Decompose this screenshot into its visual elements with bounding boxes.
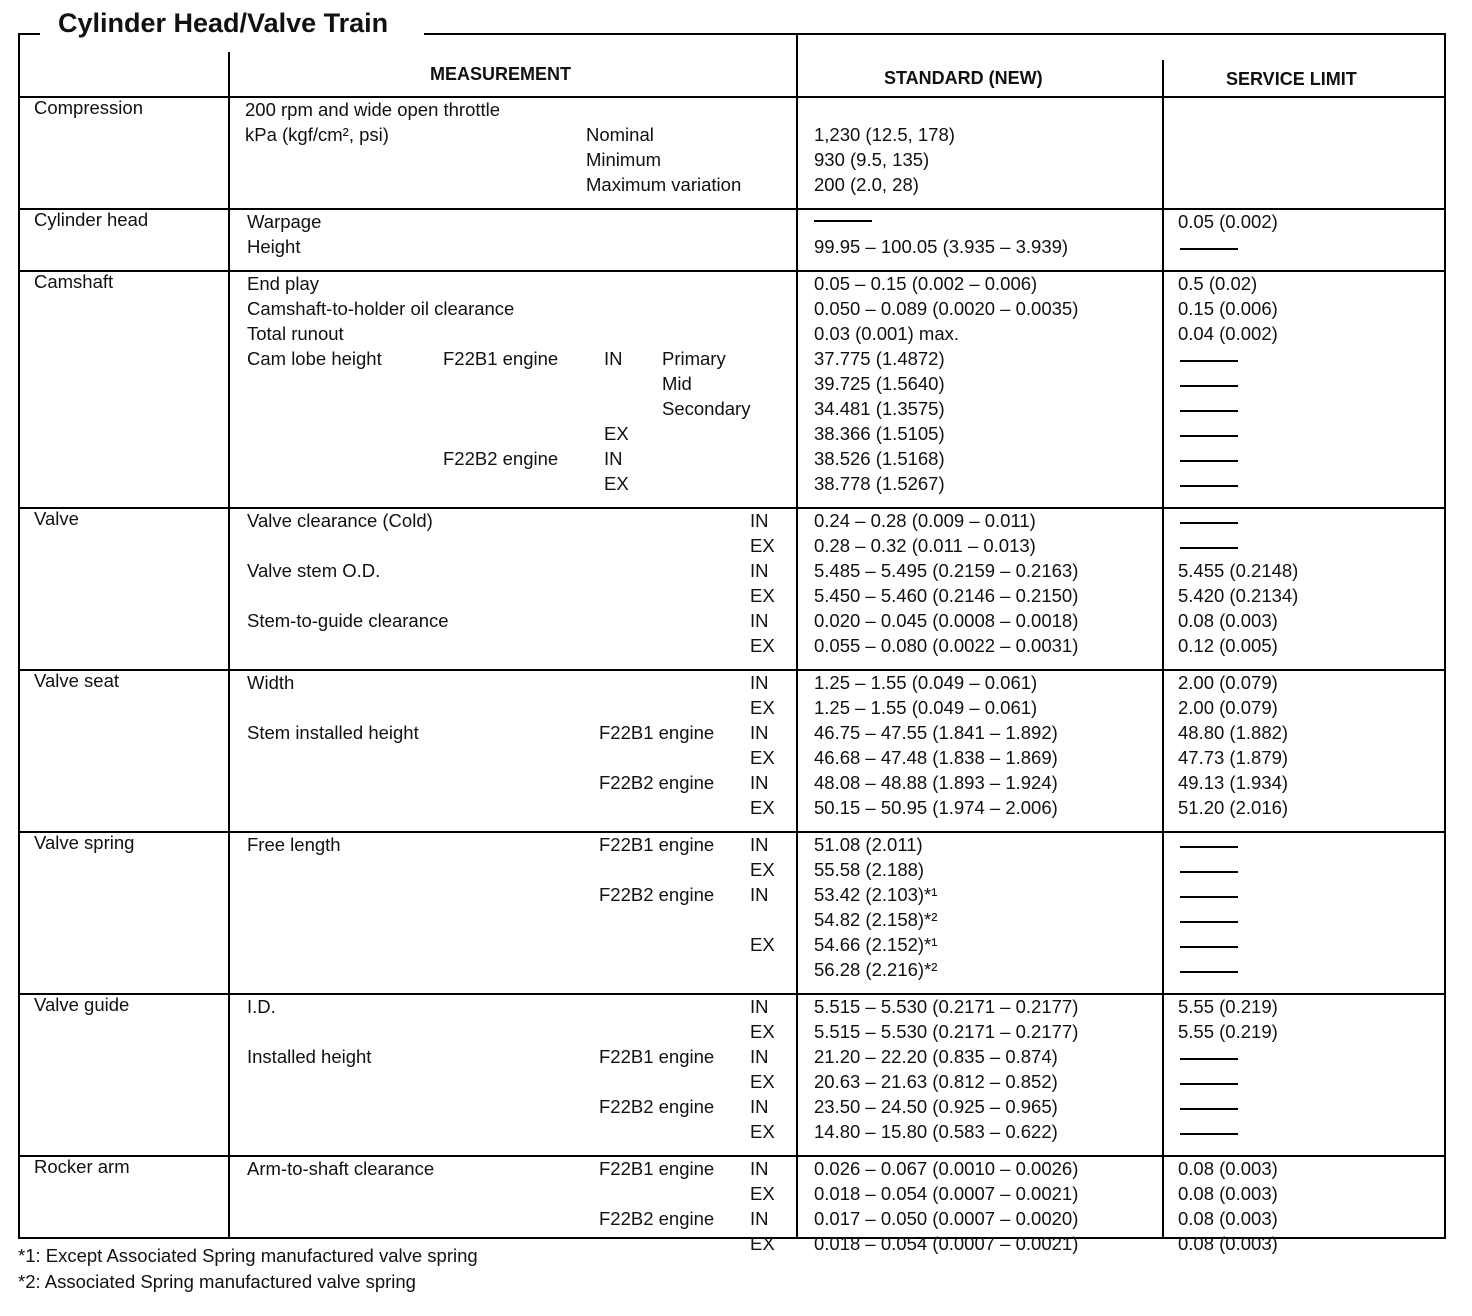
standard-value: 48.08 – 48.88 (1.893 – 1.924) [814, 772, 1058, 793]
service-limit-value: 0.15 (0.006) [1178, 298, 1278, 319]
intake-exhaust-label: IN [750, 1158, 769, 1179]
service-limit-dash [1180, 1133, 1238, 1135]
intake-exhaust-label: EX [750, 1233, 775, 1254]
title-rule-left [18, 33, 40, 35]
service-limit-dash [1180, 1058, 1238, 1060]
service-limit-value: 48.80 (1.882) [1178, 722, 1289, 743]
section-label: Compression [34, 97, 143, 118]
intake-exhaust-label: IN [750, 772, 769, 793]
service-limit-value: 0.08 (0.003) [1178, 1158, 1278, 1179]
service-limit-dash [1180, 971, 1238, 973]
standard-value: 5.450 – 5.460 (0.2146 – 0.2150) [814, 585, 1079, 606]
service-limit-dash [1180, 871, 1238, 873]
intake-exhaust-label: EX [750, 535, 775, 556]
measurement-name: Installed height [247, 1046, 372, 1067]
service-limit-dash [1180, 410, 1238, 412]
standard-value: 54.66 (2.152)*¹ [814, 934, 938, 955]
section-label: Valve [34, 508, 79, 529]
standard-value: 0.24 – 0.28 (0.009 – 0.011) [814, 510, 1036, 531]
measurement-qualifier: Nominal [586, 124, 654, 145]
section-rule [18, 208, 1446, 210]
service-limit-value: 0.08 (0.003) [1178, 610, 1278, 631]
intake-exhaust-label: EX [750, 1121, 775, 1142]
standard-value: 0.03 (0.001) max. [814, 323, 959, 344]
measurement-name: Total runout [247, 323, 344, 344]
standard-value: 50.15 – 50.95 (1.974 – 2.006) [814, 797, 1058, 818]
header-standard: STANDARD (NEW) [884, 68, 1043, 88]
standard-value: 0.28 – 0.32 (0.011 – 0.013) [814, 535, 1036, 556]
header-rule [18, 96, 1446, 98]
service-limit-value: 47.73 (1.879) [1178, 747, 1289, 768]
standard-value: 14.80 – 15.80 (0.583 – 0.622) [814, 1121, 1058, 1142]
intake-exhaust-label: EX [750, 797, 775, 818]
section-label: Rocker arm [34, 1156, 130, 1177]
intake-exhaust-label: EX [604, 473, 629, 494]
service-limit-dash [1180, 547, 1238, 549]
section-label: Cylinder head [34, 209, 149, 230]
intake-exhaust-label: IN [750, 884, 769, 905]
col-divider-2 [796, 33, 798, 1237]
service-limit-dash [1180, 1108, 1238, 1110]
standard-value: 0.050 – 0.089 (0.0020 – 0.0035) [814, 298, 1079, 319]
standard-value: 38.778 (1.5267) [814, 473, 945, 494]
standard-value: 38.366 (1.5105) [814, 423, 945, 444]
standard-value: 46.75 – 47.55 (1.841 – 1.892) [814, 722, 1058, 743]
service-limit-value: 5.455 (0.2148) [1178, 560, 1299, 581]
title-rule-right [424, 33, 1444, 35]
intake-exhaust-label: IN [750, 1096, 769, 1117]
service-limit-dash [1180, 946, 1238, 948]
standard-value: 200 (2.0, 28) [814, 174, 919, 195]
service-limit-value: 0.5 (0.02) [1178, 273, 1258, 294]
footnote: *2: Associated Spring manufactured valve spring [18, 1271, 416, 1292]
service-limit-dash [1180, 385, 1238, 387]
engine-label: F22B1 engine [599, 1046, 715, 1067]
section-label: Valve guide [34, 994, 130, 1015]
intake-exhaust-label: EX [750, 859, 775, 880]
standard-value: 0.020 – 0.045 (0.0008 – 0.0018) [814, 610, 1079, 631]
intake-exhaust-label: IN [750, 1208, 769, 1229]
standard-value: 20.63 – 21.63 (0.812 – 0.852) [814, 1071, 1058, 1092]
lobe-type-label: Mid [662, 373, 692, 394]
standard-value: 37.775 (1.4872) [814, 348, 945, 369]
intake-exhaust-label: IN [750, 610, 769, 631]
measurement-name: Free length [247, 834, 341, 855]
section-label: Valve seat [34, 670, 120, 691]
service-limit-dash [1180, 460, 1238, 462]
standard-value: 23.50 – 24.50 (0.925 – 0.965) [814, 1096, 1058, 1117]
measurement-qualifier: Minimum [586, 149, 662, 170]
engine-label: F22B2 engine [599, 1096, 715, 1117]
intake-exhaust-label: EX [750, 747, 775, 768]
standard-value: 53.42 (2.103)*¹ [814, 884, 938, 905]
standard-value: 38.526 (1.5168) [814, 448, 945, 469]
section-rule [18, 1155, 1446, 1157]
standard-value: 56.28 (2.216)*² [814, 959, 938, 980]
frame-right [1444, 33, 1446, 1239]
standard-value: 1,230 (12.5, 178) [814, 124, 955, 145]
engine-label: F22B2 engine [599, 772, 715, 793]
measurement-name: Width [247, 672, 295, 693]
measurement-name: Arm-to-shaft clearance [247, 1158, 435, 1179]
measurement-name: kPa (kgf/cm², psi) [245, 124, 389, 145]
header-service-limit: SERVICE LIMIT [1226, 69, 1357, 89]
intake-exhaust-label: IN [750, 834, 769, 855]
service-limit-value: 5.55 (0.219) [1178, 1021, 1278, 1042]
service-limit-value: 0.04 (0.002) [1178, 323, 1278, 344]
intake-exhaust-label: IN [750, 996, 769, 1017]
section-rule [18, 669, 1446, 671]
intake-exhaust-label: IN [750, 672, 769, 693]
engine-label: F22B1 engine [599, 834, 715, 855]
engine-label: F22B1 engine [599, 1158, 715, 1179]
standard-value: 5.485 – 5.495 (0.2159 – 0.2163) [814, 560, 1079, 581]
measurement-name: Cam lobe height [247, 348, 382, 369]
service-limit-value: 5.55 (0.219) [1178, 996, 1278, 1017]
standard-value: 51.08 (2.011) [814, 834, 923, 855]
service-limit-dash [1180, 1083, 1238, 1085]
measurement-name: Valve stem O.D. [247, 560, 381, 581]
service-limit-dash [1180, 485, 1238, 487]
service-limit-dash [1180, 846, 1238, 848]
intake-exhaust-label: IN [750, 722, 769, 743]
engine-label: F22B2 engine [599, 1208, 715, 1229]
service-limit-value: 5.420 (0.2134) [1178, 585, 1299, 606]
measurement-name: Camshaft-to-holder oil clearance [247, 298, 515, 319]
measurement-name: Valve clearance (Cold) [247, 510, 433, 531]
intake-exhaust-label: IN [750, 510, 769, 531]
section-rule [18, 831, 1446, 833]
engine-label: F22B1 engine [599, 722, 715, 743]
measurement-name: End play [247, 273, 319, 294]
intake-exhaust-label: EX [750, 585, 775, 606]
standard-value: 0.055 – 0.080 (0.0022 – 0.0031) [814, 635, 1079, 656]
standard-value: 21.20 – 22.20 (0.835 – 0.874) [814, 1046, 1058, 1067]
engine-label: F22B2 engine [443, 448, 559, 469]
intake-exhaust-label: EX [750, 697, 775, 718]
service-limit-dash [1180, 248, 1238, 250]
standard-value: 0.026 – 0.067 (0.0010 – 0.0026) [814, 1158, 1079, 1179]
standard-value: 0.018 – 0.054 (0.0007 – 0.0021) [814, 1183, 1079, 1204]
intake-exhaust-label: IN [604, 348, 623, 369]
intake-exhaust-label: IN [604, 448, 623, 469]
standard-value: 55.58 (2.188) [814, 859, 925, 880]
service-limit-dash [1180, 896, 1238, 898]
service-limit-value: 0.08 (0.003) [1178, 1233, 1278, 1254]
standard-value: 46.68 – 47.48 (1.838 – 1.869) [814, 747, 1058, 768]
measurement-qualifier: Maximum variation [586, 174, 742, 195]
intake-exhaust-label: EX [750, 1021, 775, 1042]
standard-value: 34.481 (1.3575) [814, 398, 945, 419]
service-limit-value: 0.05 (0.002) [1178, 211, 1278, 232]
intake-exhaust-label: EX [604, 423, 629, 444]
standard-value: 54.82 (2.158)*² [814, 909, 938, 930]
intake-exhaust-label: EX [750, 1071, 775, 1092]
intake-exhaust-label: EX [750, 934, 775, 955]
service-limit-value: 49.13 (1.934) [1178, 772, 1289, 793]
engine-label: F22B2 engine [599, 884, 715, 905]
service-limit-dash [1180, 522, 1238, 524]
section-label: Valve spring [34, 832, 135, 853]
service-limit-dash [1180, 360, 1238, 362]
measurement-name: Height [247, 236, 301, 257]
engine-label: F22B1 engine [443, 348, 559, 369]
lobe-type-label: Primary [662, 348, 726, 369]
frame-left [18, 33, 20, 1237]
measurement-name: 200 rpm and wide open throttle [245, 99, 501, 120]
measurement-name: Stem-to-guide clearance [247, 610, 449, 631]
intake-exhaust-label: IN [750, 1046, 769, 1067]
intake-exhaust-label: IN [750, 560, 769, 581]
service-limit-value: 2.00 (0.079) [1178, 697, 1278, 718]
standard-value: 1.25 – 1.55 (0.049 – 0.061) [814, 697, 1038, 718]
service-limit-value: 0.08 (0.003) [1178, 1183, 1278, 1204]
standard-value: 1.25 – 1.55 (0.049 – 0.061) [814, 672, 1038, 693]
section-rule [18, 993, 1446, 995]
service-limit-value: 0.12 (0.005) [1178, 635, 1278, 656]
section-rule [18, 507, 1446, 509]
service-limit-value: 0.08 (0.003) [1178, 1208, 1278, 1229]
standard-value: 99.95 – 100.05 (3.935 – 3.939) [814, 236, 1069, 257]
standard-value: 5.515 – 5.530 (0.2171 – 0.2177) [814, 1021, 1079, 1042]
standard-value: 5.515 – 5.530 (0.2171 – 0.2177) [814, 996, 1079, 1017]
service-limit-dash [1180, 435, 1238, 437]
standard-value: 0.018 – 0.054 (0.0007 – 0.0021) [814, 1233, 1079, 1254]
measurement-name: Warpage [247, 211, 322, 232]
service-limit-value: 51.20 (2.016) [1178, 797, 1289, 818]
service-limit-dash [1180, 921, 1238, 923]
standard-dash [814, 220, 872, 222]
measurement-name: Stem installed height [247, 722, 419, 743]
page-title: Cylinder Head/Valve Train [58, 8, 389, 38]
section-rule [18, 270, 1446, 272]
footnote: *1: Except Associated Spring manufactured valve spring [18, 1245, 478, 1266]
col-divider-1 [228, 52, 230, 1237]
col-divider-3 [1162, 60, 1164, 1237]
lobe-type-label: Secondary [662, 398, 751, 419]
standard-value: 0.05 – 0.15 (0.002 – 0.006) [814, 273, 1038, 294]
measurement-name: I.D. [247, 996, 276, 1017]
service-limit-value: 2.00 (0.079) [1178, 672, 1278, 693]
header-measurement: MEASUREMENT [430, 64, 572, 84]
intake-exhaust-label: EX [750, 1183, 775, 1204]
standard-value: 0.017 – 0.050 (0.0007 – 0.0020) [814, 1208, 1079, 1229]
standard-value: 930 (9.5, 135) [814, 149, 930, 170]
section-label: Camshaft [34, 271, 114, 292]
standard-value: 39.725 (1.5640) [814, 373, 945, 394]
intake-exhaust-label: EX [750, 635, 775, 656]
